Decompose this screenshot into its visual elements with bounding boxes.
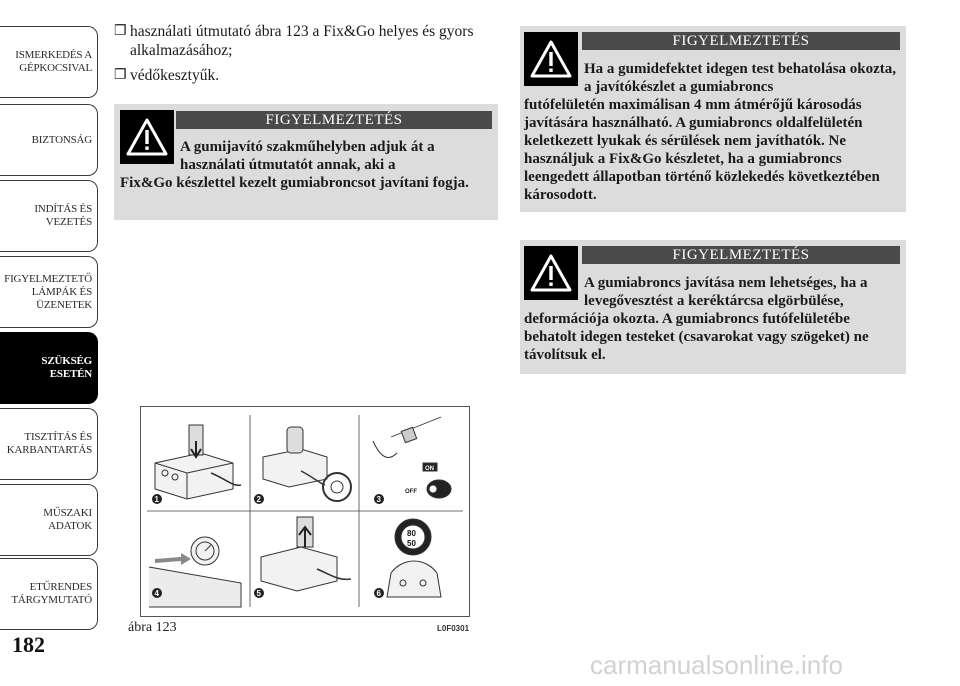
warning-heading: FIGYELMEZTETÉS xyxy=(582,32,900,50)
warning-text xyxy=(120,138,492,192)
watermark: carmanualsonline.info xyxy=(590,650,843,680)
fix-and-go-illustration xyxy=(140,406,470,617)
checkbox-bullet-icon: ❒ xyxy=(114,68,127,83)
gauge-value-50: 50 xyxy=(407,539,416,548)
warning-text-first: A gumijavító szakműhelyben adjuk át a használati útmutatót annak, aki a xyxy=(180,139,435,173)
panel-1-compressor xyxy=(155,425,241,499)
warning-text xyxy=(524,60,900,204)
figure-caption: ábra 123 xyxy=(128,620,177,635)
warning-text-first: A gumiabroncs javítása nem lehetséges, ha a levegővesztést a keréktárcsa elgörbülése, xyxy=(584,275,868,309)
checkbox-bullet-icon: ❒ xyxy=(114,24,127,39)
bullet-list xyxy=(114,22,494,91)
bullet-text: védőkesztyűk. xyxy=(130,67,220,84)
tab-label: BIZTONSÁG xyxy=(31,133,92,146)
step-number-3: 3 xyxy=(376,495,381,504)
tab-label: TISZTÍTÁS ÉS KARBANTARTÁS xyxy=(6,431,92,456)
panel-3-plug-switch xyxy=(373,417,451,498)
tab-targymutato[interactable] xyxy=(0,558,98,630)
warning-heading: FIGYELMEZTETÉS xyxy=(582,246,900,264)
step-number-5: 5 xyxy=(256,589,261,598)
tab-label: SZÜKSÉG ESETÉN xyxy=(41,355,92,380)
tab-biztonsag[interactable] xyxy=(0,104,98,176)
panel-4-gauge xyxy=(149,537,241,607)
warning-text xyxy=(524,274,900,364)
warning-text-first: Ha a gumidefektet idegen test behatolása okozta, a javítókészlet a gumiabroncs xyxy=(584,61,897,95)
warning-text-rest: deformációja okozta. A gumiabroncs futófelületébe behatolt idegen testeket (csavarokat vagy szögeket) ne távolítsuk el. xyxy=(524,311,869,363)
step-number-6: 6 xyxy=(376,589,381,598)
tab-label: MŰSZAKI ADATOK xyxy=(43,507,92,532)
tab-figyelmezteto[interactable] xyxy=(0,256,98,328)
warning-text-rest: futófelületén maximálisan 4 mm átmérőjű károsodás javítására használható. A gumiabroncs oldalfelületén keletkezett lyukak és sérülések nem javíthatók. Ne használjuk a Fix&Go készletet, ha a gumiabroncs leengedett állapotban történő közlekedés következtében károsodott. xyxy=(524,97,880,203)
list-item xyxy=(114,66,494,85)
tab-label: ISMERKEDÉS A GÉPKOCSIVAL xyxy=(15,49,92,74)
tab-muszaki-adatok[interactable] xyxy=(0,484,98,556)
warning-box-1 xyxy=(114,104,498,220)
warning-box-3 xyxy=(520,240,906,374)
gauge-value-80: 80 xyxy=(407,529,416,538)
panel-2-wheel xyxy=(263,427,351,501)
list-item xyxy=(114,22,494,60)
tab-szukseg-eseten[interactable] xyxy=(0,332,98,404)
switch-off-label: OFF xyxy=(405,489,417,495)
tab-label: FIGYELMEZTETŐ LÁMPÁK ÉS ÜZENETEK xyxy=(4,272,92,311)
tab-ismerkedes[interactable] xyxy=(0,26,98,98)
warning-text-rest: Fix&Go készlettel kezelt gumiabroncsot javítani fogja. xyxy=(120,175,469,191)
step-number-1: 1 xyxy=(154,495,159,504)
tab-tisztitas[interactable] xyxy=(0,408,98,480)
tab-label: ETŰRENDES TÁRGYMUTATÓ xyxy=(11,581,92,606)
switch-on-label: ON xyxy=(425,466,434,472)
bullet-text: használati útmutató ábra 123 a Fix&Go helyes és gyors alkalmazásához; xyxy=(130,23,474,59)
step-number-2: 2 xyxy=(256,495,261,504)
warning-box-2 xyxy=(520,26,906,212)
step-number-4: 4 xyxy=(154,589,159,598)
warning-heading: FIGYELMEZTETÉS xyxy=(176,111,492,129)
page-number: 182 xyxy=(12,632,45,657)
tab-inditas[interactable] xyxy=(0,180,98,252)
tab-label: INDÍTÁS ÉS VEZETÉS xyxy=(34,203,92,228)
panel-5-inflate xyxy=(261,517,351,591)
figure-code: L0F0301 xyxy=(437,624,470,633)
